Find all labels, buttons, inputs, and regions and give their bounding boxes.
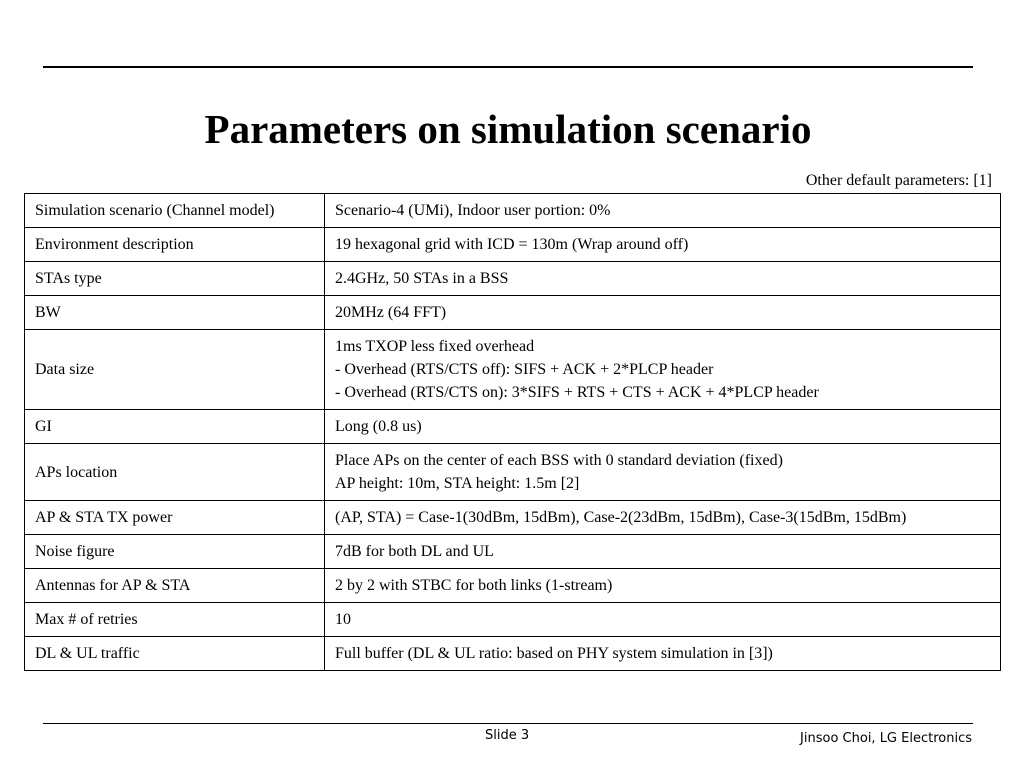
parameter-value [325, 296, 1001, 330]
parameter-label: DL & UL traffic [25, 637, 325, 671]
parameter-label: Data size [25, 330, 325, 410]
value-line: 1ms TXOP less fixed overhead [335, 338, 535, 355]
parameter-value [325, 444, 1001, 501]
value-line: Full buffer (DL & UL ratio: based on PHY system simulation in [3]) [335, 645, 773, 662]
value-line: AP height: 10m, STA height: 1.5m [2] [335, 475, 580, 492]
parameter-value [325, 330, 1001, 410]
table-row [25, 228, 1001, 262]
value-line: 20MHz (64 FFT) [335, 304, 447, 321]
default-parameters-note: Other default parameters: [1] [805, 172, 992, 189]
parameter-label: APs location [25, 444, 325, 501]
value-line: Scenario-4 (UMi), Indoor user portion: 0% [335, 202, 611, 219]
parameter-value [325, 501, 1001, 535]
header-rule [43, 66, 973, 68]
table-row [25, 262, 1001, 296]
slide-title: Parameters on simulation scenario [204, 106, 812, 152]
parameter-label: GI [25, 410, 325, 444]
parameter-label: STAs type [25, 262, 325, 296]
value-line: (AP, STA) = Case-1(30dBm, 15dBm), Case-2(23dBm, 15dBm), Case-3(15dBm, 15dBm) [335, 509, 907, 526]
value-line: 7dB for both DL and UL [335, 543, 494, 560]
parameter-label: Noise figure [25, 535, 325, 569]
author-credit: Jinsoo Choi, LG Electronics [800, 731, 972, 746]
table-row [25, 569, 1001, 603]
value-line: 2 by 2 with STBC for both links (1-stream) [335, 577, 613, 594]
parameter-value [325, 228, 1001, 262]
parameter-label: Environment description [25, 228, 325, 262]
parameters-table [24, 193, 1001, 671]
parameter-label: Antennas for AP & STA [25, 569, 325, 603]
value-line: 10 [335, 611, 351, 628]
value-line: - Overhead (RTS/CTS on): 3*SIFS + RTS + CTS + ACK + 4*PLCP header [335, 384, 819, 401]
value-line: Long (0.8 us) [335, 418, 422, 435]
parameter-value [325, 194, 1001, 228]
table-row [25, 637, 1001, 671]
parameter-label: BW [25, 296, 325, 330]
value-line: 2.4GHz, 50 STAs in a BSS [335, 270, 509, 287]
table-row [25, 410, 1001, 444]
parameter-value [325, 637, 1001, 671]
table-row [25, 444, 1001, 501]
table-row [25, 535, 1001, 569]
value-line: - Overhead (RTS/CTS off): SIFS + ACK + 2*PLCP header [335, 361, 714, 378]
parameter-value [325, 603, 1001, 637]
parameter-label: Simulation scenario (Channel model) [25, 194, 325, 228]
parameter-value [325, 262, 1001, 296]
value-line: Place APs on the center of each BSS with 0 standard deviation (fixed) [335, 452, 783, 469]
parameter-value [325, 410, 1001, 444]
table-row [25, 296, 1001, 330]
parameter-label: AP & STA TX power [25, 501, 325, 535]
table-row [25, 194, 1001, 228]
value-line: 19 hexagonal grid with ICD = 130m (Wrap around off) [335, 236, 689, 253]
parameter-value [325, 569, 1001, 603]
slide-number: Slide 3 [485, 728, 530, 743]
parameter-value [325, 535, 1001, 569]
table-row [25, 330, 1001, 410]
table-row [25, 603, 1001, 637]
table-row [25, 501, 1001, 535]
footer-rule [43, 723, 973, 724]
parameter-label: Max # of retries [25, 603, 325, 637]
